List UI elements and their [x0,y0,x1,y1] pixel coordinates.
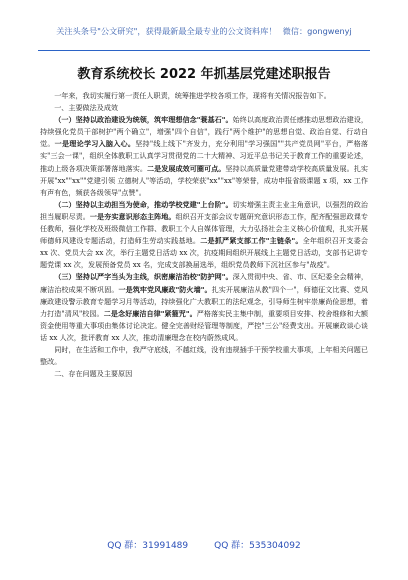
document-title: 教育系统校长 2022 年抓基层党建述职报告 [77,67,331,82]
intro-paragraph: 一年来，我切实履行第一责任人职责，统筹推进学校各项工作，现将有关情况报告如下。 [54,91,331,100]
paragraph-1-4: 同时，在生活和工作中，我严守底线，不越红线，没有违规插手干预学校重大事项，上年相关问题已整改。 [40,344,368,367]
footer-qq-group-1: QQ 群：31991489 [107,541,189,551]
paragraph-1-2: （二）坚持以主动担当为使命，推动学校党建"上台阶"。切实增强主责主业主角意识，以强烈的政治担当履职尽责。一是夯实意识形态主阵地。组织召开支部会议专题研究意识形态工作，配齐配强思政课专任教师，强化学校及班级微信工作群、教职工个人自媒体管理，大力弘扬社会主义核心价值观，扎实开展师德师风建设专题活动，打造师生劳动实践基地。二是抓严紧支部工作"主链条"。全年组织召开支委会 xx 次、党员大会 xx 次，举行主题党日活动 xx 次，抗疫期间组织开展线上主题党日活动，支部书记讲专题党课 xx 次，发展预备党员 xx 名，完成支部换届选举，组织党员教师下沉社区参与"战疫"。 [40,199,368,270]
footer-qq-group-2: QQ 群：535304092 [214,541,301,551]
header-banner [0,24,408,38]
banner-wechat-text: 微信：gongwenyj [282,26,352,36]
paragraph-1-1: （一）坚持以政治建设为统领，筑牢理想信念"蓑基石"。始终以高度政治责任感推动思想政治建设，持续强化党员干部树护"两个确立"，增强"四个自信"，践行"两个维护"的思想自觉、政治自觉、行动自觉。一是理论学习入脑入心。坚持"线上线下"齐发力，充分利用"学习强国""共产党员网"平台，严格落实"三会一课"，组织全体教职工认真学习贯彻党的二十大精神、习近平总书记关于教育工作的重要论述，推动上级各项决策部署落地落实。二是发展成效可圈可点。坚持以高质量党建带动学校高质量发展。扎实开展"xx""xx""党建引领 立德树人"等活动，学校荣获"xx""xx"等荣誉，成功申报省级课题 x 项，xx 工作有声有色，频获各级领导"点赞"。 [40,115,368,197]
paragraph-lead: （一）坚持以政治建设为统领，筑牢理想信念"蓑基石"。 [54,115,233,125]
paragraph-lead: （二）坚持以主动担当为使命，推动学校党建"上台阶"。 [54,199,233,209]
document-body [40,90,368,528]
paragraph-lead: （三）坚持以严字当头为主线，织密廉洁治校"防护网"。 [54,272,233,282]
footer-contact [0,538,408,554]
paragraph-1-3: （三）坚持以严字当头为主线，织密廉洁治校"防护网"。深入贯彻中央、省、市、区纪委全会精神，廉洁治校成果不断巩固。一是筑牢党风廉政"防火墙"。扎实开展廉洁从教"四个一"，师德征文比赛、党风廉政建设警示教育专题学习月等活动，持续强化广大教职工的法纪观念，引导师生树牢崇廉尚俭思想，着力打造"清风"校园。二是念好廉洁自律"紧箍咒"。严格落实民主集中制，重要项目安排、校舍维修和大额资金使用等重大事项由集体讨论决定。健全完善财经管理等制度，严控"三公"经费支出。开展廉政谈心谈话 xx 人次，批评教育 xx 人次，推动清廉理念在校内蔚然成风。 [40,272,368,342]
section-2-heading: 二、存在问题及主要原因 [54,369,133,379]
header-divider [38,50,370,51]
section-1-heading: 一、主要做法及成效 [54,103,119,113]
banner-promo-text: 关注头条号"公文研究"，获得最新最全最专业的公文资料库！ [56,26,277,36]
